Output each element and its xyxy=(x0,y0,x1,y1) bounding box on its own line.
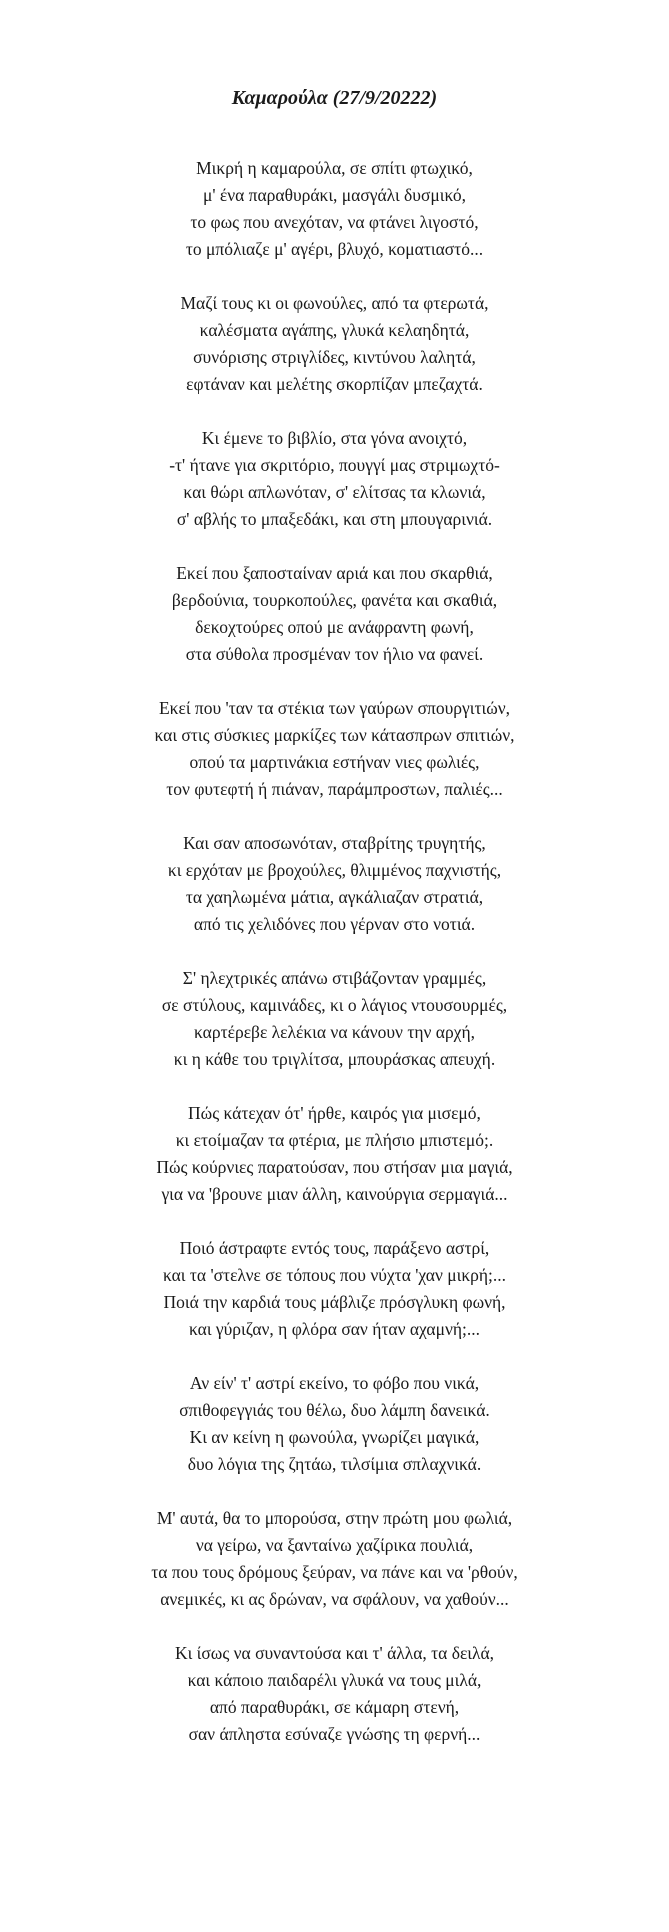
stanza-10 xyxy=(0,1370,669,1505)
poem-line: να γείρω, να ξανταίνω χαζίρικα πουλιά, xyxy=(195,1535,474,1555)
poem-title: Καμαρούλα (27/9/20222) xyxy=(231,87,438,109)
poem-line: Ποιά την καρδιά τους μάβλιζε πρόσγλυκη φωνή, xyxy=(163,1292,506,1312)
poem-line: Αν είν' τ' αστρί εκείνο, το φόβο που νικά, xyxy=(189,1373,480,1393)
poem-line: κι ερχόταν με βροχούλες, θλιμμένος παχνιστής, xyxy=(167,860,502,880)
poem-line: Σ' ηλεχτρικές απάνω στιβάζονταν γραμμές, xyxy=(182,968,487,988)
poem-line: Ποιό άστραφτε εντός τους, παράξενο αστρί, xyxy=(179,1238,490,1258)
poem-line: κι ετοίμαζαν τα φτέρια, με πλήσιο μπιστεμό;. xyxy=(175,1130,494,1150)
poem-line: και κάποιο παιδαρέλι γλυκά να τους μιλά, xyxy=(187,1670,482,1690)
poem-line: στα σύθολα προσμέναν τον ήλιο να φανεί. xyxy=(185,644,484,664)
poem-line: κι η κάθε του τριγλίτσα, μπουράσκας απευχή. xyxy=(173,1049,496,1069)
poem-line: Εκεί που 'ταν τα στέκια των γαύρων σπουργιτιών, xyxy=(158,698,511,718)
poem-line: βερδούνια, τουρκοπούλες, φανέτα και σκαθιά, xyxy=(171,590,498,610)
poem-line: σε στύλους, καμινάδες, κι ο λάγιος ντουσουρμές, xyxy=(161,995,508,1015)
poem-line: και στις σύσκιες μαρκίζες των κάτασπρων σπιτιών, xyxy=(154,725,515,745)
poem-line: Εκεί που ξαποσταίναν αριά και που σκαρθιά, xyxy=(176,563,493,583)
poem-line: καρτέρεβε λελέκια να κάνουν την αρχή, xyxy=(194,1022,475,1042)
poem-line: και θώρι απλωνόταν, σ' ελίτσας τα κλωνιά, xyxy=(183,482,486,502)
stanza-12 xyxy=(0,1640,669,1775)
poem-line: Πώς κούρνιες παρατούσαν, που στήσαν μια μαγιά, xyxy=(156,1157,513,1177)
poem-line: -τ' ήτανε για σκριτόριο, πουγγί μας στριμωχτό- xyxy=(169,455,500,475)
poem-line: Κι ίσως να συναντούσα και τ' άλλα, τα δειλά, xyxy=(174,1643,495,1663)
poem-line: το μπόλιαζε μ' αγέρι, βλυχό, κοματιαστό... xyxy=(185,239,484,259)
poem-line: από παραθυράκι, σε κάμαρη στενή, xyxy=(209,1697,460,1717)
poem-body xyxy=(0,155,669,1775)
stanza-6 xyxy=(0,830,669,965)
stanza-3 xyxy=(0,425,669,560)
stanza-7 xyxy=(0,965,669,1100)
poem-line: δυο λόγια της ζητάω, τιλσίμια σπλαχνικά. xyxy=(187,1454,482,1474)
poem-line: σπιθοφεγγιάς του θέλω, δυο λάμπη δανεικά. xyxy=(179,1400,490,1420)
poem-line: σαν άπληστα εσύναζε γνώσης τη φερνή... xyxy=(188,1724,481,1744)
poem-line: Πώς κάτεχαν ότ' ήρθε, καιρός για μισεμό, xyxy=(188,1103,481,1123)
poem-line: δεκοχτούρες οπού με ανάφραντη φωνή, xyxy=(195,617,474,637)
stanza-11 xyxy=(0,1505,669,1640)
poem-line: Και σαν αποσωνόταν, σταβρίτης τρυγητής, xyxy=(183,833,486,853)
poem-line: Μ' αυτά, θα το μπορούσα, στην πρώτη μου φωλιά, xyxy=(156,1508,513,1528)
poem-line: Μικρή η καμαρούλα, σε σπίτι φτωχικό, xyxy=(196,158,473,178)
poem-line: τα χαηλωμένα μάτια, αγκάλιαζαν στρατιά, xyxy=(185,887,484,907)
stanza-1 xyxy=(0,155,669,290)
stanza-9 xyxy=(0,1235,669,1370)
poem-line: για να 'βρουνε μιαν άλλη, καινούργια σερμαγιά... xyxy=(161,1184,508,1204)
stanza-4 xyxy=(0,560,669,695)
poem-line: εφτάναν και μελέτης σκορπίζαν μπεζαχτά. xyxy=(186,374,483,394)
poem-line: από τις χελιδόνες που γέρναν στο νοτιά. xyxy=(193,914,476,934)
poem-line: και τα 'στελνε σε τόπους που νύχτα 'χαν μικρή;... xyxy=(162,1265,507,1285)
poem-line: Μαζί τους κι οι φωνούλες, από τα φτερωτά, xyxy=(180,293,489,313)
poem-line: τον φυτεφτή ή πιάναν, παράμπροστων, παλιές... xyxy=(166,779,503,799)
poem-line: ανεμικές, κι ας δρώναν, να σφάλουν, να χαθούν... xyxy=(160,1589,509,1609)
stanza-2 xyxy=(0,290,669,425)
poem-line: καλέσματα αγάπης, γλυκά κελαηδητά, xyxy=(199,320,470,340)
poem-line: συνόρισης στριγλίδες, κιντύνου λαλητά, xyxy=(193,347,476,367)
poem-line: το φως που ανεχόταν, να φτάνει λιγοστό, xyxy=(190,212,479,232)
poem-line: Κι έμενε το βιβλίο, στα γόνα ανοιχτό, xyxy=(201,428,468,448)
poem-line: σ' αβλής το μπαξεδάκι, και στη μπουγαρινιά. xyxy=(176,509,493,529)
poem-line: οπού τα μαρτινάκια εστήναν νιες φωλιές, xyxy=(189,752,480,772)
poem-line: τα που τους δρόμους ξεύραν, να πάνε και να 'ρθούν, xyxy=(151,1562,518,1582)
stanza-5 xyxy=(0,695,669,830)
poem-line: μ' ένα παραθυράκι, μασγάλι δυσμικό, xyxy=(202,185,467,205)
stanza-8 xyxy=(0,1100,669,1235)
poem-line: και γύριζαν, η φλόρα σαν ήταν αχαμνή;... xyxy=(188,1319,481,1339)
poem-line: Κι αν κείνη η φωνούλα, γνωρίζει μαγικά, xyxy=(189,1427,480,1447)
